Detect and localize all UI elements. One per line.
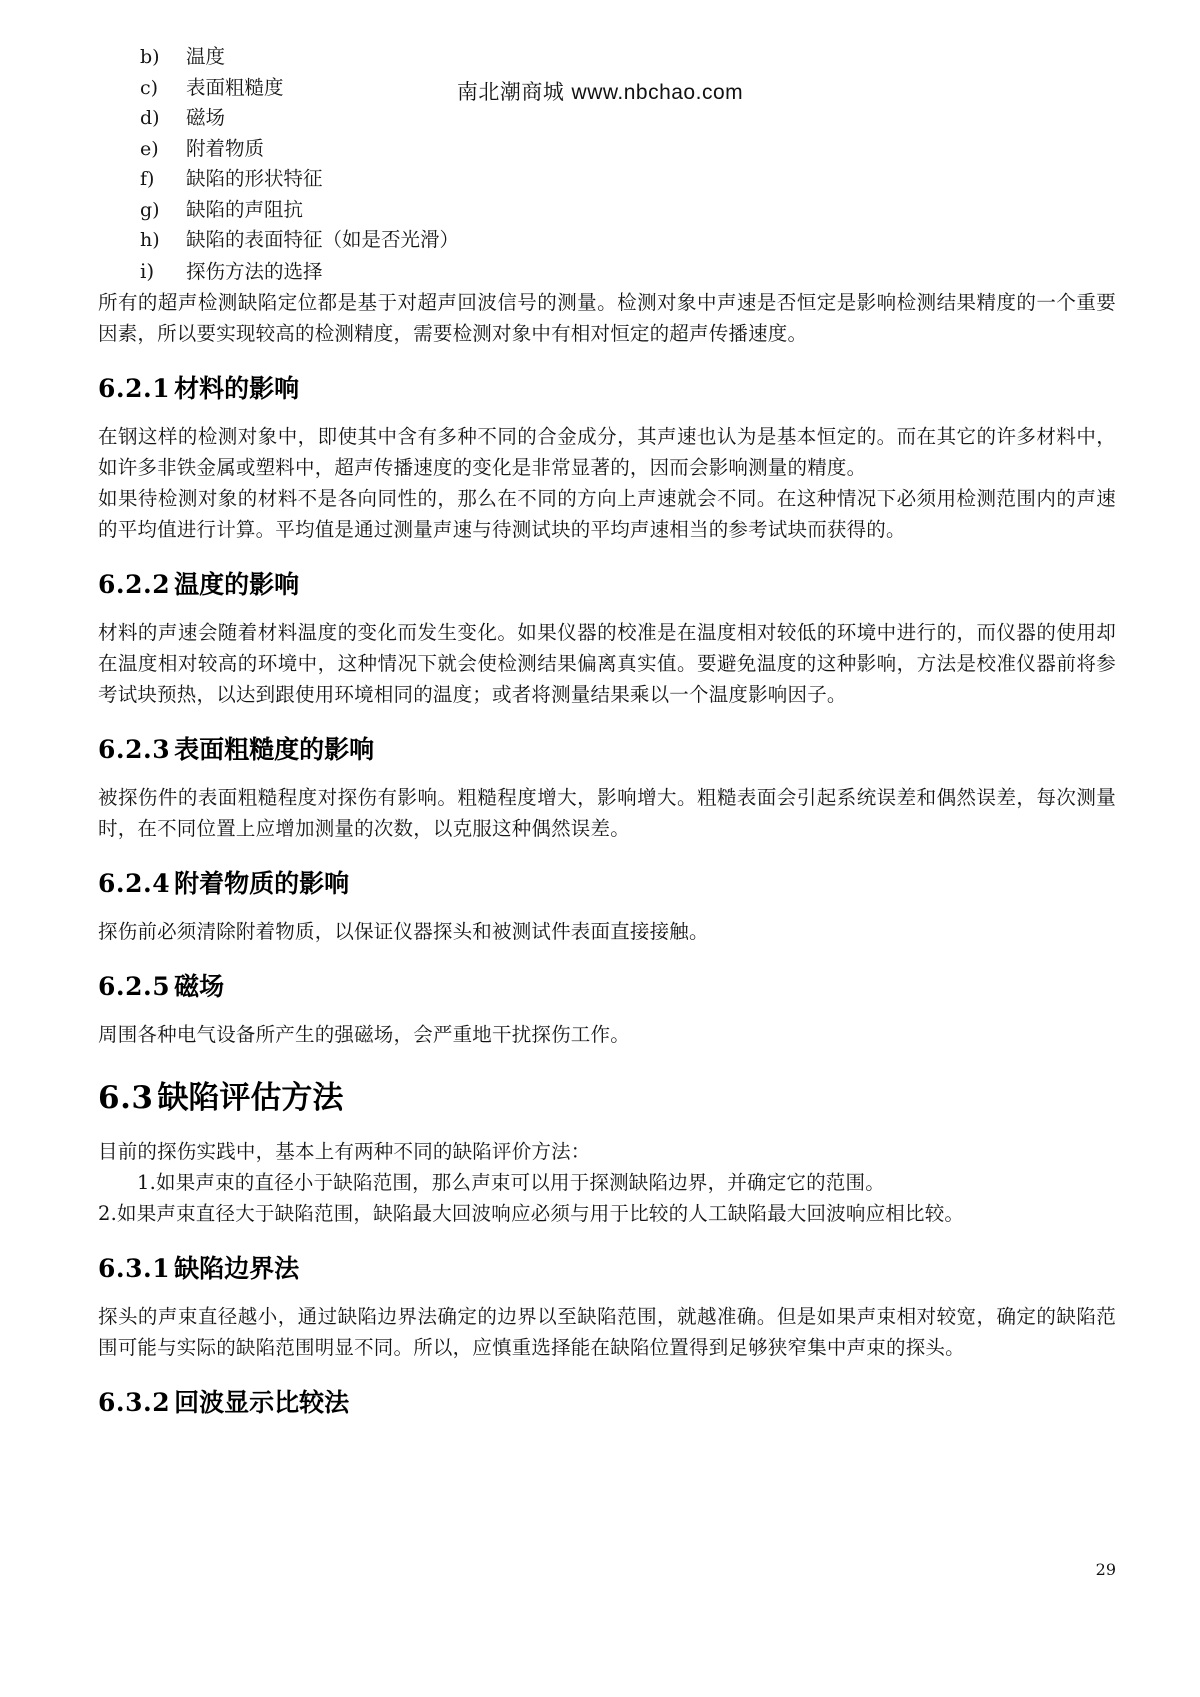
- list-item-marker: b): [140, 46, 160, 68]
- page-number: 29: [1095, 1560, 1116, 1579]
- section-paragraph: 在钢这样的检测对象中，即使其中含有多种不同的合金成分，其声速也认为是基本恒定的。而在其它的许多材料中，如许多非铁金属或塑料中，超声传播速度的变化是非常显著的，因而会影响测量的精度。: [98, 425, 1116, 479]
- list-item-label: 磁场: [186, 106, 226, 129]
- list-item: [98, 164, 1116, 195]
- list-item: [98, 134, 1116, 165]
- section-number: 6.2.3: [98, 735, 171, 764]
- list-item: [98, 195, 1116, 226]
- section-paragraph: 材料的声速会随着材料温度的变化而发生变化。如果仪器的校准是在温度相对较低的环境中进行的，而仪器的使用却在温度相对较高的环境中，这种情况下就会使检测结果偏离真实值。要避免温度的这种影响，方法是校准仪器前将参考试块预热，以达到跟使用环境相同的温度；或者将测量结果乘以一个温度影响因子。: [98, 621, 1116, 706]
- list-item-marker: i): [140, 258, 155, 283]
- numbered-item-2: 2.如果声束直径大于缺陷范围，缺陷最大回波响应必须与用于比较的人工缺陷最大回波响应相比较。: [98, 1202, 965, 1225]
- list-item-label: 温度: [186, 45, 226, 68]
- lettered-list: [98, 42, 1116, 287]
- section-heading-6-2-4: [98, 866, 1116, 902]
- list-item-label: 缺陷的声阻抗: [186, 197, 304, 221]
- section-paragraph: 周围各种电气设备所产生的强磁场，会严重地干扰探伤工作。: [98, 1023, 630, 1046]
- list-item: [98, 225, 1116, 256]
- section-number: 6.2.1: [98, 374, 171, 403]
- section-title: 材料的影响: [174, 374, 300, 403]
- section-paragraph: 如果待检测对象的材料不是各向同性的，那么在不同的方向上声速就会不同。在这种情况下必须用检测范围内的声速的平均值进行计算。平均值是通过测量声速与待测试块的平均声速相当的参考试块而获得的。: [98, 487, 1116, 541]
- header-url: www.nbchao.com: [571, 81, 744, 104]
- list-item-label: 缺陷的形状特征: [186, 167, 323, 190]
- list-item-marker: c): [140, 76, 159, 99]
- list-item-marker: e): [140, 137, 159, 160]
- section-number: 6.2.5: [98, 972, 171, 1001]
- section-paragraph: 目前的探伤实践中，基本上有两种不同的缺陷评价方法：: [98, 1140, 591, 1163]
- section-number: 6.2.2: [98, 570, 171, 599]
- list-item-label: 附着物质: [186, 136, 265, 160]
- list-item-marker: g): [140, 198, 160, 221]
- section-paragraph: 探伤前必须清除附着物质，以保证仪器探头和被测试件表面直接接触。: [98, 920, 709, 943]
- list-item-label: 表面粗糙度: [186, 75, 284, 99]
- section-heading-6-2-2: [98, 567, 1116, 603]
- header-site-name: 南北潮商城: [456, 80, 565, 104]
- list-item: [98, 42, 1116, 73]
- section-paragraph: 探头的声束直径越小，通过缺陷边界法确定的边界以至缺陷范围，就越准确。但是如果声束相对较宽，确定的缺陷范围可能与实际的缺陷范围明显不同。所以，应慎重选择能在缺陷位置得到足够狭窄集中声束的探头。: [98, 1305, 1116, 1359]
- section-title: 温度的影响: [174, 570, 300, 599]
- section-number: 6.3: [98, 1080, 154, 1116]
- list-item: [98, 256, 1116, 288]
- section-heading-6-3: [98, 1076, 1116, 1120]
- section-title: 缺陷评估方法: [157, 1080, 344, 1116]
- intro-paragraph: 所有的超声检测缺陷定位都是基于对超声回波信号的测量。检测对象中声速是否恒定是影响检测结果精度的一个重要因素，所以要实现较高的检测精度，需要检测对象中有相对恒定的超声传播速度。: [98, 291, 1116, 345]
- list-item: [98, 73, 1116, 104]
- section-title: 附着物质的影响: [174, 869, 350, 898]
- list-item: [98, 103, 1116, 134]
- section-heading-6-3-2: [98, 1385, 1116, 1421]
- section-number: 6.3.1: [98, 1254, 171, 1283]
- numbered-item-1: 1.如果声束的直径小于缺陷范围，那么声束可以用于探测缺陷边界，并确定它的范围。: [137, 1171, 885, 1194]
- section-title: 回波显示比较法: [174, 1388, 350, 1417]
- section-title: 磁场: [174, 972, 225, 1001]
- list-item-marker: d): [140, 107, 160, 129]
- section-title: 缺陷边界法: [174, 1254, 300, 1283]
- list-item-marker: h): [140, 229, 160, 251]
- section-heading-6-2-5: [98, 969, 1116, 1005]
- section-heading-6-2-1: [98, 371, 1116, 407]
- section-number: 6.2.4: [98, 869, 171, 898]
- document-content: [98, 0, 1116, 1435]
- section-heading-6-2-3: [98, 732, 1116, 768]
- section-paragraph: 被探伤件的表面粗糙程度对探伤有影响。粗糙程度增大，影响增大。粗糙表面会引起系统误差和偶然误差，每次测量时，在不同位置上应增加测量的次数，以克服这种偶然误差。: [98, 786, 1116, 840]
- section-title: 表面粗糙度的影响: [174, 735, 375, 764]
- list-item-marker: f): [140, 168, 155, 190]
- list-item-label: 探伤方法的选择: [186, 259, 323, 283]
- section-number: 6.3.2: [98, 1388, 171, 1417]
- section-heading-6-3-1: [98, 1251, 1116, 1287]
- list-item-label: 缺陷的表面特征（如是否光滑）: [186, 228, 460, 251]
